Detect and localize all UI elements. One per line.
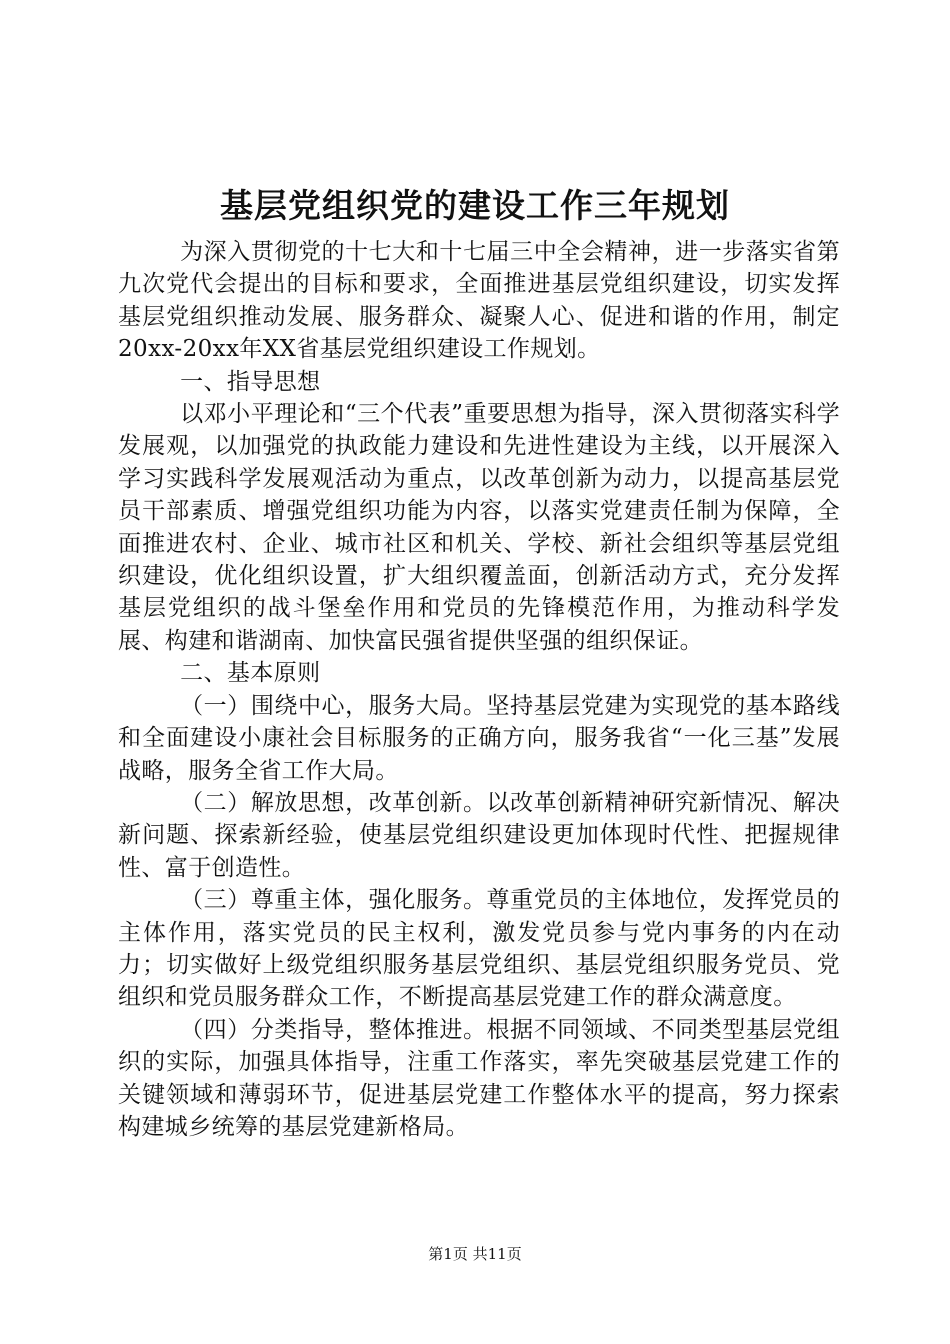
section-heading-basic-principles: 二、基本原则	[180, 660, 321, 687]
principle-paragraph-1: （一）围绕中心，服务大局。坚持基层党建为实现党的基本路线和全面建设小康社会目标服务的正确方向，服务我省“一化三基”发展战略，服务全省工作大局。	[118, 692, 840, 784]
page-number-footer: 第1页 共11页	[428, 1245, 522, 1263]
principle-paragraph-2: （二）解放思想，改革创新。以改革创新精神研究新情况、解决新问题、探索新经验，使基层党组织建设更加体现时代性、把握规律性、富于创造性。	[118, 789, 840, 881]
principle-paragraph-4: （四）分类指导，整体推进。根据不同领域、不同类型基层党组织的实际，加强具体指导，注重工作落实，率先突破基层党建工作的关键领域和薄弱环节，促进基层党建工作整体水平的提高，努力探索构建城乡统筹的基层党建新格局。	[118, 1016, 840, 1140]
principle-paragraph-3: （三）尊重主体，强化服务。尊重党员的主体地位，发挥党员的主体作用，落实党员的民主权利，激发党员参与党内事务的内在动力；切实做好上级党组织服务基层党组织、基层党组织服务党员、党组织和党员服务群众工作，不断提高基层党建工作的群众满意度。	[118, 887, 840, 1011]
intro-paragraph: 为深入贯彻党的十七大和十七届三中全会精神，进一步落实省第九次党代会提出的目标和要求，全面推进基层党组织建设，切实发挥基层党组织推动发展、服务群众、凝聚人心、促进和谐的作用，制定20xx-20xx年XX省基层党组织建设工作规划。	[118, 239, 840, 363]
document-body	[118, 236, 840, 1143]
guiding-ideology-paragraph: 以邓小平理论和“三个代表”重要思想为指导，深入贯彻落实科学发展观，以加强党的执政能力建设和先进性建设为主线，以开展深入学习实践科学发展观活动为重点，以改革创新为动力，以提高基层党员干部素质、增强党组织功能为内容，以落实党建责任制为保障，全面推进农村、企业、城市社区和机关、学校、新社会组织等基层党组织建设，优化组织设置，扩大组织覆盖面，创新活动方式，充分发挥基层党组织的战斗堡垒作用和党员的先锋模范作用，为推动科学发展、构建和谐湖南、加快富民强省提供坚强的组织保证。	[118, 401, 840, 654]
document-title: 基层党组织党的建设工作三年规划	[220, 186, 730, 225]
section-heading-guiding-ideology: 一、指导思想	[180, 368, 321, 395]
